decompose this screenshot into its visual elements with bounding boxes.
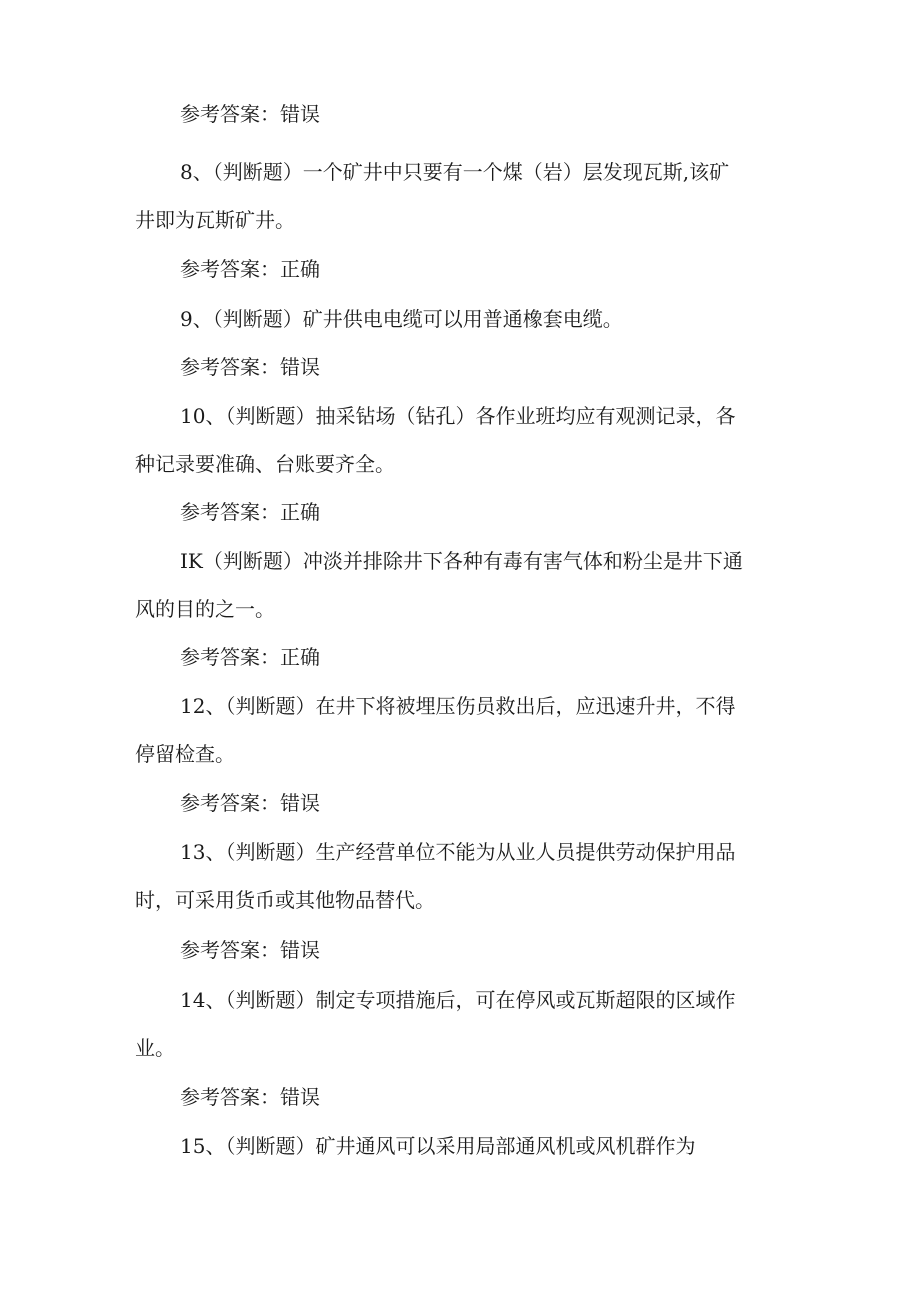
question-line-continued: 业。 — [135, 1036, 175, 1060]
question-line-continued: 井即为瓦斯矿井。 — [135, 208, 295, 232]
answer-line: 参考答案：错误 — [180, 102, 320, 126]
question-line: 15、（判断题）矿井通风可以采用局部通风机或风机群作为 — [180, 1134, 696, 1158]
question-line: 13、（判断题）生产经营单位不能为从业人员提供劳动保护用品 — [180, 840, 736, 864]
answer-line: 参考答案：错误 — [180, 355, 320, 379]
answer-line: 参考答案：错误 — [180, 938, 320, 962]
answer-line: 参考答案：错误 — [180, 1085, 320, 1109]
question-line: IK（判断题）冲淡并排除井下各种有毒有害气体和粉尘是井下通 — [180, 549, 743, 573]
answer-line: 参考答案：正确 — [180, 500, 320, 524]
answer-line: 参考答案：错误 — [180, 791, 320, 815]
question-line: 10、（判断题）抽采钻场（钻孔）各作业班均应有观测记录，各 — [180, 404, 736, 428]
question-line: 14、（判断题）制定专项措施后，可在停风或瓦斯超限的区域作 — [180, 988, 736, 1012]
question-line-continued: 种记录要准确、台账要齐全。 — [135, 452, 395, 476]
answer-line: 参考答案：正确 — [180, 257, 320, 281]
question-line: 8、（判断题）一个矿井中只要有一个煤（岩）层发现瓦斯,该矿 — [180, 160, 730, 184]
question-line: 9、（判断题）矿井供电电缆可以用普通橡套电缆。 — [180, 307, 623, 331]
question-line: 12、（判断题）在井下将被埋压伤员救出后，应迅速升井，不得 — [180, 694, 736, 718]
answer-line: 参考答案：正确 — [180, 645, 320, 669]
question-line-continued: 风的目的之一。 — [135, 597, 275, 621]
question-line-continued: 停留检查。 — [135, 742, 235, 766]
question-line-continued: 时，可采用货币或其他物品替代。 — [135, 888, 435, 912]
